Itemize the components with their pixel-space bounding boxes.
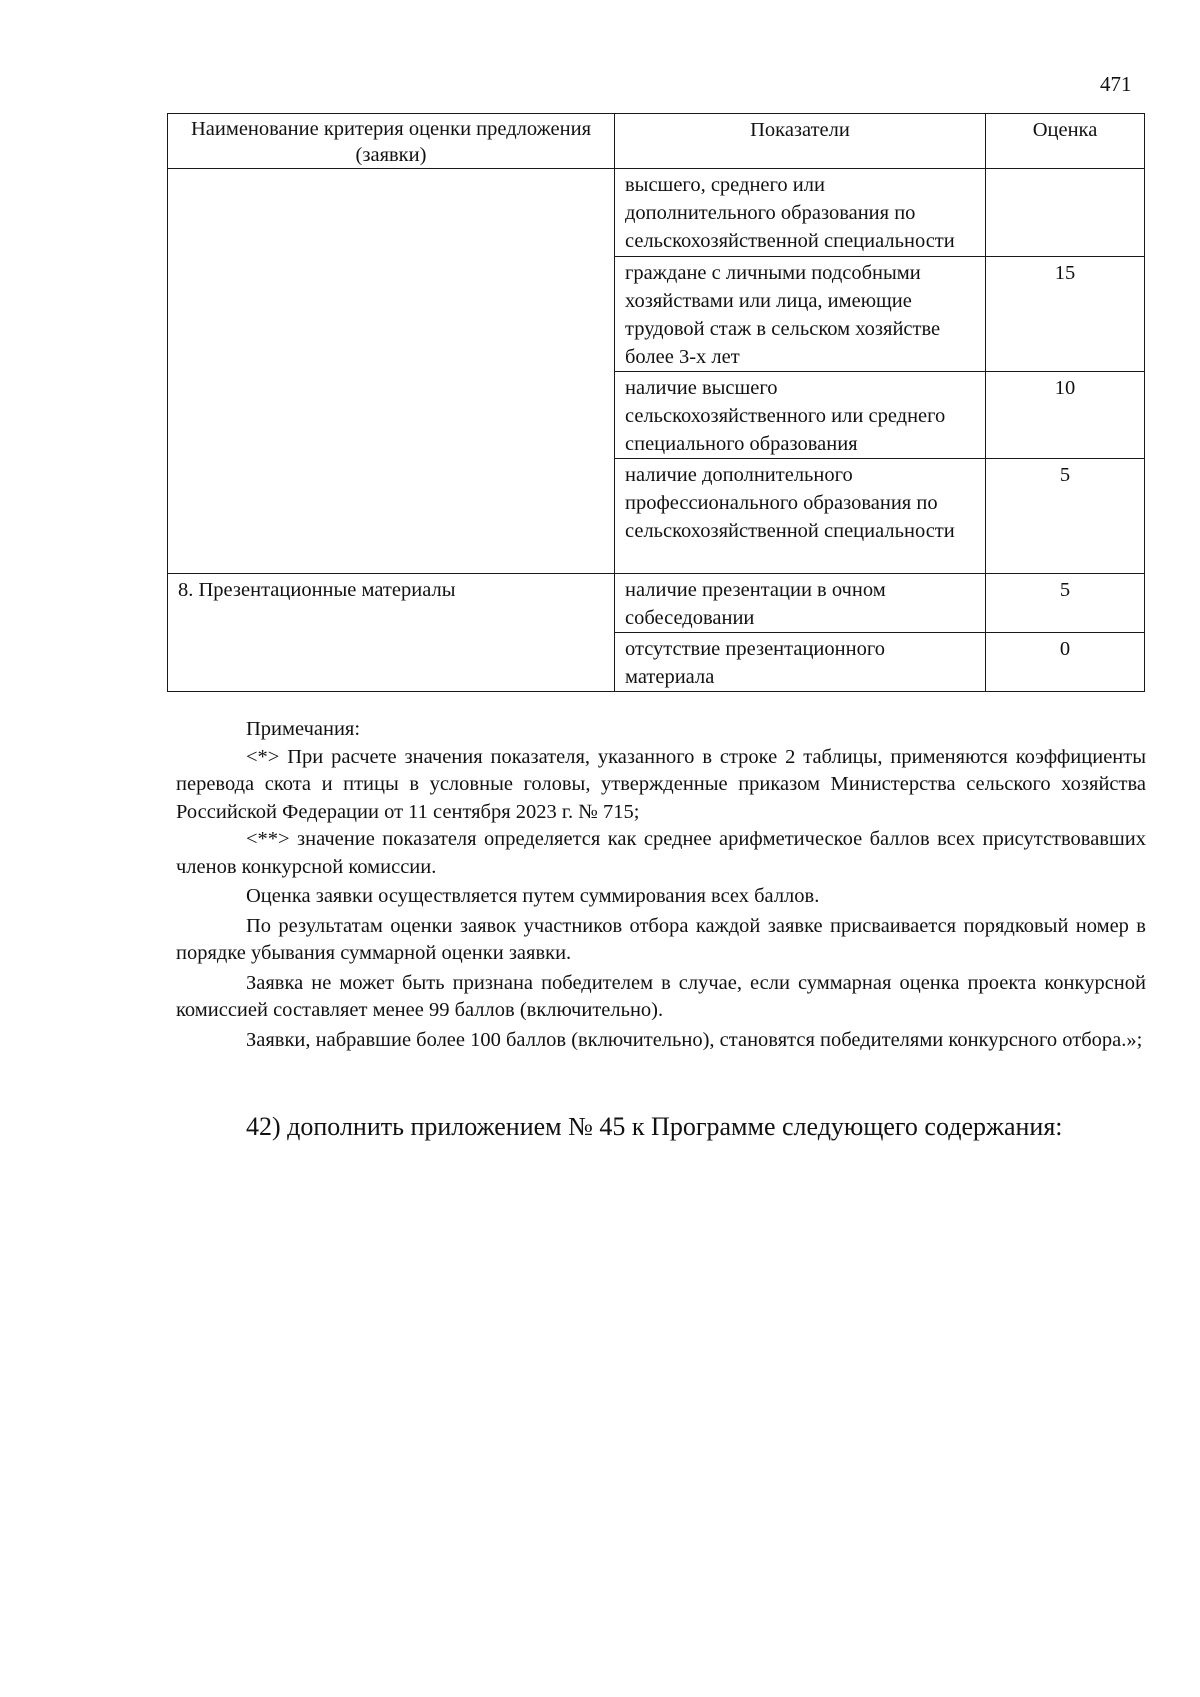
notes-heading: Примечания: — [246, 718, 361, 740]
note-paragraph: <**> значение показателя определяется как среднее арифметическое баллов всех присутствовавших членов конкурсной комиссии. — [176, 828, 1146, 878]
score-cell: 10 — [986, 372, 1145, 459]
indicator-cell: наличие высшего сельскохозяйственного или среднего специального образования — [615, 372, 986, 459]
indicator-cell: наличие дополнительного профессионального образования по сельскохозяйственной специальности — [615, 459, 986, 574]
score-cell: 15 — [986, 257, 1145, 372]
score-cell: 5 — [986, 459, 1145, 574]
notes-section — [176, 716, 1146, 1054]
note-paragraph: Оценка заявки осуществляется путем суммирования всех баллов. — [246, 885, 820, 907]
amendment-line: 42) дополнить приложением № 45 к Программе следующего содержания: — [246, 1112, 1063, 1141]
table-row — [168, 169, 1145, 257]
criterion-cell: 8. Презентационные материалы — [168, 574, 615, 692]
indicator-cell: высшего, среднего или дополнительного образования по сельскохозяйственной специальности — [615, 169, 986, 257]
criterion-cell — [168, 169, 615, 574]
table-row — [168, 574, 1145, 633]
indicator-cell: наличие презентации в очном собеседовании — [615, 574, 986, 633]
page-number: 471 — [1100, 72, 1132, 96]
header-criterion: Наименование критерия оценки предложения (заявки) — [168, 114, 615, 169]
indicator-cell: граждане с личными подсобными хозяйствами или лица, имеющие трудовой стаж в сельском хозяйстве более 3-х лет — [615, 257, 986, 372]
note-paragraph: Заявка не может быть признана победителем в случае, если суммарная оценка проекта конкурсной комиссией составляет менее 99 баллов (включительно). — [176, 971, 1146, 1021]
score-cell: 0 — [986, 633, 1145, 692]
header-score: Оценка — [986, 114, 1145, 169]
header-indicators: Показатели — [615, 114, 986, 169]
note-paragraph: Заявки, набравшие более 100 баллов (включительно), становятся победителями конкурсного отбора.»; — [246, 1028, 1143, 1051]
criteria-table — [167, 113, 1145, 692]
score-cell: 5 — [986, 574, 1145, 633]
indicator-cell: отсутствие презентационного материала — [615, 633, 986, 692]
table-header-row — [168, 114, 1145, 169]
note-paragraph: По результатам оценки заявок участников отбора каждой заявке присваивается порядковый номер в порядке убывания суммарной оценки заявки. — [176, 914, 1146, 964]
score-cell — [986, 169, 1145, 257]
note-paragraph: <*> При расчете значения показателя, указанного в строке 2 таблицы, применяются коэффициенты перевода скота и птицы в условные головы, утвержденные приказом Министерства сельского хозяйства Российской Федерации от 11 сентября 2023 г. № 715; — [176, 745, 1146, 823]
